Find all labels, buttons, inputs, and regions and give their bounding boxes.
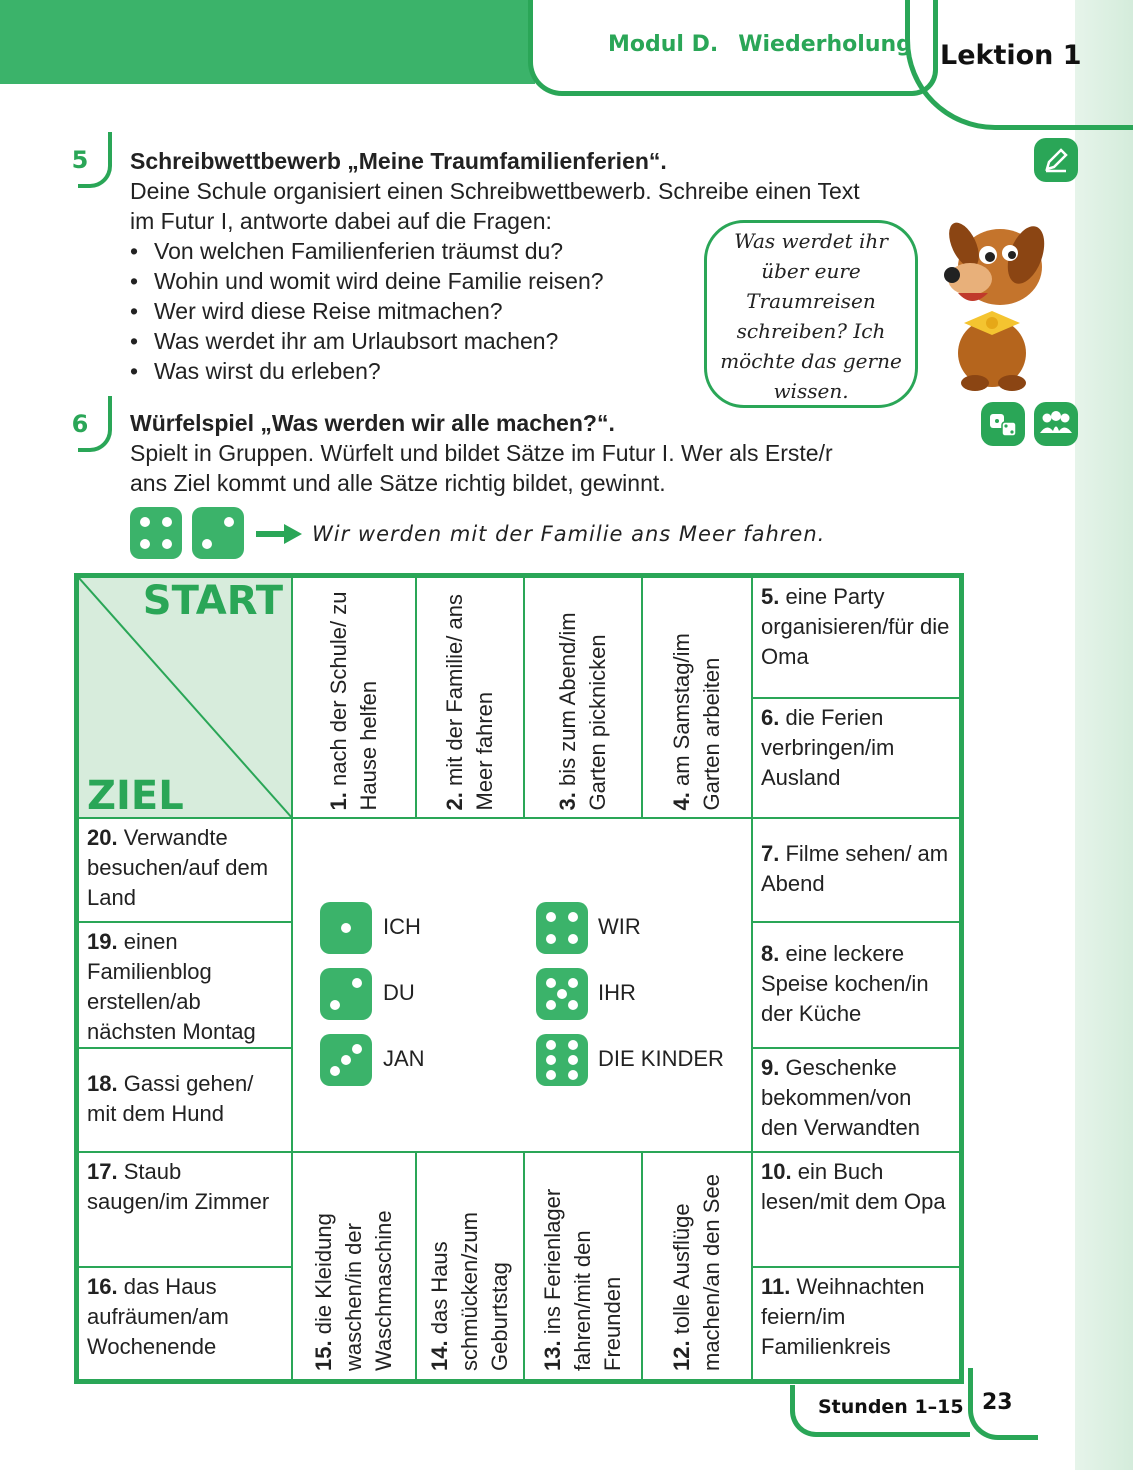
legend-label-ihr: IHR [598, 980, 636, 1005]
die-pip [568, 978, 578, 988]
question-item: • Wohin und womit wird deine Familie reisen? [130, 266, 604, 296]
modul-label: Modul D. [608, 32, 719, 57]
field-number: 6. [761, 705, 780, 730]
die-pip [568, 1055, 578, 1065]
field-number: 19. [87, 929, 118, 954]
start-label: START [142, 578, 283, 624]
die-pip [546, 1055, 556, 1065]
die-pip [546, 912, 556, 922]
exercise-5-title: Schreibwettbewerb „Meine Traumfamilienferien“. [130, 148, 667, 174]
footer-stunden: Stunden 1–15 [818, 1396, 964, 1418]
exercise-6-number: 6 [58, 404, 102, 444]
group-icon [1034, 402, 1078, 446]
exercise-5-questions [130, 236, 604, 386]
field-text: die Ferien verbringen/im Ausland [761, 705, 895, 790]
field-4 [643, 578, 753, 819]
field-number: 18. [87, 1071, 118, 1096]
field-text: Geschenke bekommen/von den Verwandten [761, 1055, 921, 1140]
field-text: nach der Schule/ zu Hause helfen [326, 591, 381, 810]
field-number: 8. [761, 941, 780, 966]
die-pip [352, 978, 362, 988]
field-text: eine Party organisieren/für die Oma [761, 584, 950, 669]
die-pip [546, 934, 556, 944]
field-1 [293, 578, 417, 819]
header-modul [608, 32, 932, 57]
legend-die-two [320, 968, 372, 1020]
field-12 [643, 1153, 753, 1379]
field-text: tolle Ausflüge machen/an den See [669, 1174, 724, 1371]
question-item: • Was werdet ihr am Urlaubsort machen? [130, 326, 604, 356]
field-text: mit der Familie/ ans Meer fahren [442, 593, 497, 810]
exercise-5-line2: im Futur I, antworte dabei auf die Fragen: [130, 208, 552, 234]
field-number: 20. [87, 825, 118, 850]
field-number: 9. [761, 1055, 780, 1080]
die-pip [341, 1055, 351, 1065]
die-pip [330, 1066, 340, 1076]
field-number: 1. [326, 791, 351, 810]
field-text: die Kleidung waschen/in der Waschmaschine [311, 1210, 396, 1371]
die-pip [546, 1040, 556, 1050]
legend-label-die-kinder: DIE KINDER [598, 1046, 724, 1071]
ziel-label: ZIEL [87, 773, 184, 819]
page-number: 23 [982, 1390, 1013, 1415]
exercise-5-number: 5 [58, 140, 102, 180]
field-number: 10. [761, 1159, 792, 1184]
question-item: • Was wirst du erleben? [130, 356, 604, 386]
field-19 [79, 923, 293, 1049]
field-11 [753, 1268, 959, 1379]
pencil-icon [1034, 138, 1078, 182]
field-text: am Samstag/im Garten arbeiten [669, 632, 724, 810]
field-text: Gassi gehen/ mit dem Hund [87, 1071, 254, 1126]
game-board [74, 573, 964, 1384]
speech-bubble-text: Was werdet ihr über eure Traumreisen schreiben? Ich möchte das gerne wissen. [720, 229, 902, 403]
field-text: Weihnachten feiern/im Familienkreis [761, 1274, 925, 1359]
field-20 [79, 819, 293, 923]
exercise-5-line1: Deine Schule organisiert einen Schreibwettbewerb. Schreibe einen Text [130, 178, 860, 204]
field-text: bis zum Abend/im Garten picknicken [555, 611, 610, 810]
legend-label-ich: ICH [383, 914, 421, 939]
die-pip [162, 517, 172, 527]
die-pip [546, 978, 556, 988]
field-number: 12. [669, 1340, 694, 1371]
arrow-right-icon [254, 522, 304, 546]
field-2 [417, 578, 525, 819]
die-pip [330, 1000, 340, 1010]
field-7 [753, 819, 959, 923]
die-pip [162, 539, 172, 549]
field-16 [79, 1268, 293, 1379]
field-18 [79, 1049, 293, 1153]
die-pip [568, 934, 578, 944]
field-5 [753, 578, 959, 699]
field-text: ein Buch lesen/mit dem Opa [761, 1159, 946, 1214]
die-pip [341, 923, 351, 933]
field-text: Verwandte besuchen/auf dem Land [87, 825, 269, 910]
die-pip [202, 539, 212, 549]
die-pip [568, 912, 578, 922]
field-number: 2. [442, 791, 467, 810]
field-text: eine leckere Speise kochen/in der Küche [761, 941, 929, 1026]
die-pip [352, 1044, 362, 1054]
legend-die-four [536, 902, 588, 954]
example-die-four [130, 507, 182, 559]
field-text: Staub saugen/im Zimmer [87, 1159, 270, 1214]
field-8 [753, 923, 959, 1049]
legend-die-six [536, 1034, 588, 1086]
field-number: 4. [669, 791, 694, 810]
field-6 [753, 699, 959, 819]
die-pip [546, 1070, 556, 1080]
die-pip [568, 1070, 578, 1080]
field-number: 13. [540, 1340, 565, 1371]
exercise-6-line2: ans Ziel kommt und alle Sätze richtig bildet, gewinnt. [130, 470, 666, 496]
question-item: • Von welchen Familienferien träumst du? [130, 236, 604, 266]
legend-die-five [536, 968, 588, 1020]
field-text: Filme sehen/ am Abend [761, 841, 949, 896]
field-number: 7. [761, 841, 780, 866]
field-text: ins Ferienlager fahren/mit den Freunden [540, 1188, 625, 1371]
field-15 [293, 1153, 417, 1379]
die-pip [140, 517, 150, 527]
field-number: 16. [87, 1274, 118, 1299]
die-pip [557, 989, 567, 999]
field-text: das Haus schmücken/zum Geburtstag [427, 1212, 512, 1371]
field-number: 15. [311, 1340, 336, 1371]
legend-label-wir: WIR [598, 914, 641, 939]
dog-illustration [930, 205, 1062, 395]
field-text: das Haus aufräumen/am Wochenende [87, 1274, 229, 1359]
field-number: 14. [427, 1340, 452, 1371]
field-3 [525, 578, 643, 819]
field-number: 5. [761, 584, 780, 609]
header-bar [0, 0, 535, 84]
dice-icon [981, 402, 1025, 446]
legend-die-one [320, 902, 372, 954]
die-pip [568, 1040, 578, 1050]
field-number: 3. [555, 791, 580, 810]
exercise-6-title: Würfelspiel „Was werden wir alle machen?“. [130, 410, 615, 436]
example-sentence: Wir werden mit der Familie ans Meer fahren. [312, 522, 826, 546]
field-13 [525, 1153, 643, 1379]
start-ziel-cell [79, 578, 293, 819]
legend-die-three [320, 1034, 372, 1086]
page-margin-strip [1075, 0, 1133, 1470]
example-die-two [192, 507, 244, 559]
exercise-6-line1: Spielt in Gruppen. Würfelt und bildet Sätze im Futur I. Wer als Erste/r [130, 440, 833, 466]
die-pip [546, 1000, 556, 1010]
field-number: 11. [761, 1274, 791, 1299]
section-label: Wiederholung [738, 32, 912, 57]
question-item: • Wer wird diese Reise mitmachen? [130, 296, 604, 326]
die-pip [568, 1000, 578, 1010]
field-14 [417, 1153, 525, 1379]
die-pip [224, 517, 234, 527]
legend-label-du: DU [383, 980, 415, 1005]
legend-label-jan: JAN [383, 1046, 425, 1071]
lektion-label: Lektion 1 [940, 40, 1082, 71]
field-10 [753, 1153, 959, 1268]
field-text: einen Familienblog erstellen/ab nächsten Montag [87, 929, 256, 1044]
field-17 [79, 1153, 293, 1268]
field-9 [753, 1049, 959, 1153]
die-pip [140, 539, 150, 549]
field-number: 17. [87, 1159, 118, 1184]
